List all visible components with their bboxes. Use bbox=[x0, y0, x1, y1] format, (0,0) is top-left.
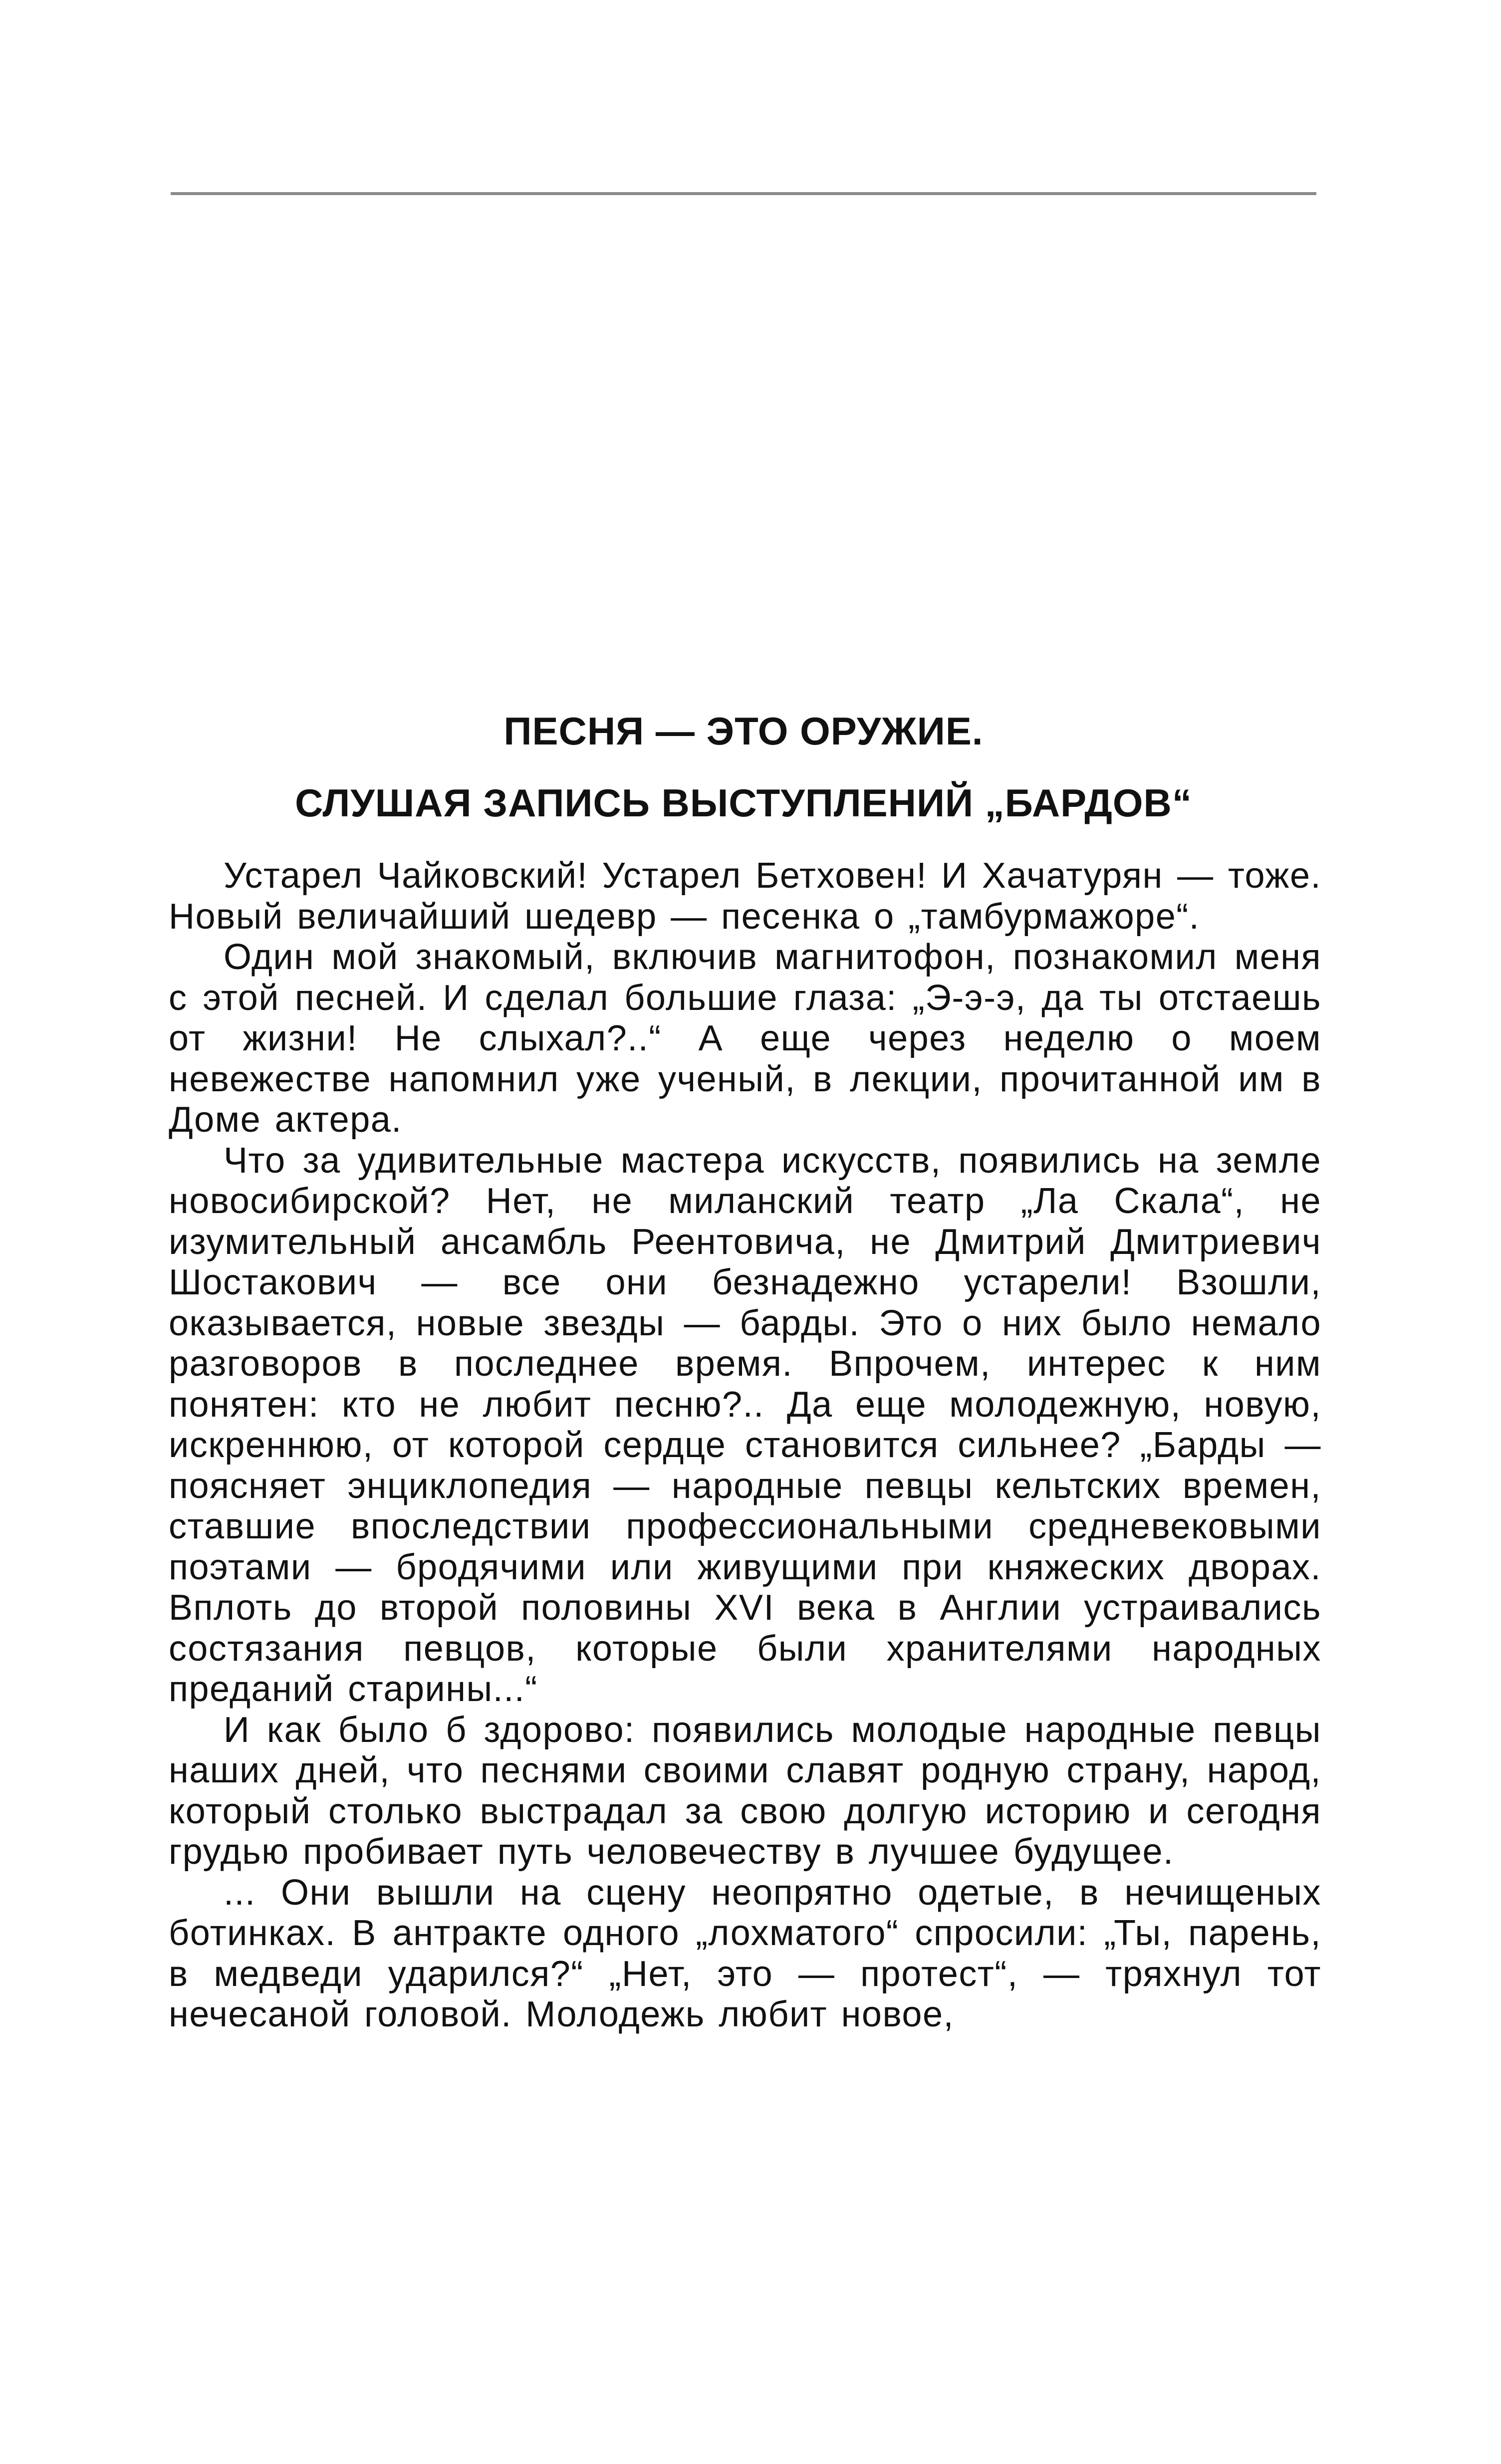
paragraph-5: ... Они вышли на сцену неопрятно одетые, в нечищеных ботинках. В антракте одного „лохматого“ спросили: „Ты, парень, в медведи ударился?“ „Нет, это — протест“, — тряхнул тот нечесаной головой. Молодежь любит новое, bbox=[169, 1872, 1321, 2034]
article-body bbox=[169, 856, 1321, 2035]
paragraph-3: Что за удивительные мастера искусств, появились на земле новосибирской? Нет, не миланский театр „Ла Скала“, не изумительный ансамбль Реентовича, не Дмитрий Дмитриевич Шостакович — все они безнадежно устарели! Взошли, оказывается, новые звезды — барды. Это о них было немало разговоров в последнее время. Впрочем, интерес к ним понятен: кто не любит песню?.. Да еще молодежную, новую, искреннюю, от которой сердце становится сильнее? „Барды — поясняет энциклопедия — народные певцы кельтских времен, ставшие впоследствии профессиональными средневековыми поэтами — бродячими или живущими при княжеских дворах. Вплоть до второй половины XVI века в Англии устраивались состязания певцов, которые были хранителями народных преданий старины...“ bbox=[169, 1140, 1321, 1709]
paragraph-1: Устарел Чайковский! Устарел Бетховен! И Хачатурян — тоже. Новый величайший шедевр — песенка о „тамбурмажоре“. bbox=[169, 856, 1321, 937]
paragraph-4: И как было б здорово: появились молодые народные певцы наших дней, что песнями своими славят родную страну, народ, который столько выстрадал за свою долгую историю и сегодня грудью пробивает путь человечеству в лучшее будущее. bbox=[169, 1710, 1321, 1872]
title-line-1: ПЕСНЯ — ЭТО ОРУЖИЕ. bbox=[503, 709, 984, 753]
title-line-2: СЛУШАЯ ЗАПИСЬ ВЫСТУПЛЕНИЙ „БАРДОВ“ bbox=[295, 780, 1192, 825]
paragraph-2: Один мой знакомый, включив магнитофон, познакомил меня с этой песней. И сделал большие глаза: „Э-э-э, да ты отстаешь от жизни! Не слыхал?..“ А еще через неделю о моем невежестве напомнил уже ученый, в лекции, прочитанной им в Доме актера. bbox=[169, 937, 1321, 1140]
article-title bbox=[170, 711, 1317, 824]
top-rule bbox=[171, 192, 1316, 195]
